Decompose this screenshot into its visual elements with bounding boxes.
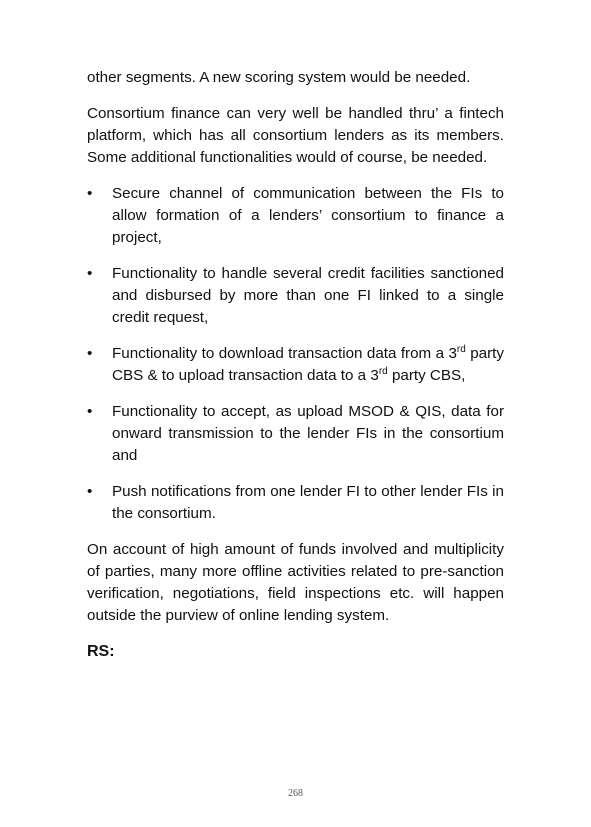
list-item-text [112,345,504,384]
list-item [87,401,504,467]
paragraph-scoring-system: other segments. A new scoring system would be needed. [87,69,471,86]
paragraph-offline-activities: On account of high amount of funds involved and multiplicity of parties, many more offline activities related to pre-sanction verification, negotiations, field inspections etc. will happen outside the purview of online lending system. [87,541,504,624]
paragraph-consortium-finance: Consortium finance can very well be handled thru’ a fintech platform, which has all consortium lenders as its members. Some additional functionalities would of course, be needed. [87,105,504,166]
page-number: 268 [288,788,303,799]
bullet-icon: • [87,403,93,420]
list-item-text: Secure channel of communication between the FIs to allow formation of a lenders’ consortium to finance a project, [112,185,504,246]
bullet-icon: • [87,483,93,500]
list-item-text-part: party CBS, [387,367,466,384]
page-body [87,67,504,663]
section-heading-rs: RS: [87,643,115,660]
bullet-icon: • [87,265,93,282]
ordinal-suffix: rd [456,343,466,355]
list-item-text-part: party CBS & to upload transaction data to a 3 [112,345,504,384]
list-item-text: Functionality to handle several credit facilities sanctioned and disbursed by more than one FI linked to a single credit request, [112,265,504,326]
ordinal-suffix: rd [378,365,388,377]
list-item [87,183,504,249]
bullet-icon: • [87,345,93,362]
list-item-text-part: Functionality to download transaction data from a 3 [112,345,457,362]
list-item-text: Functionality to accept, as upload MSOD & QIS, data for onward transmission to the lender FIs in the consortium and [112,403,504,464]
functionality-list [87,183,504,525]
bullet-icon: • [87,185,93,202]
list-item [87,343,504,387]
list-item [87,481,504,525]
list-item-text: Push notifications from one lender FI to other lender FIs in the consortium. [112,483,504,522]
list-item [87,263,504,329]
